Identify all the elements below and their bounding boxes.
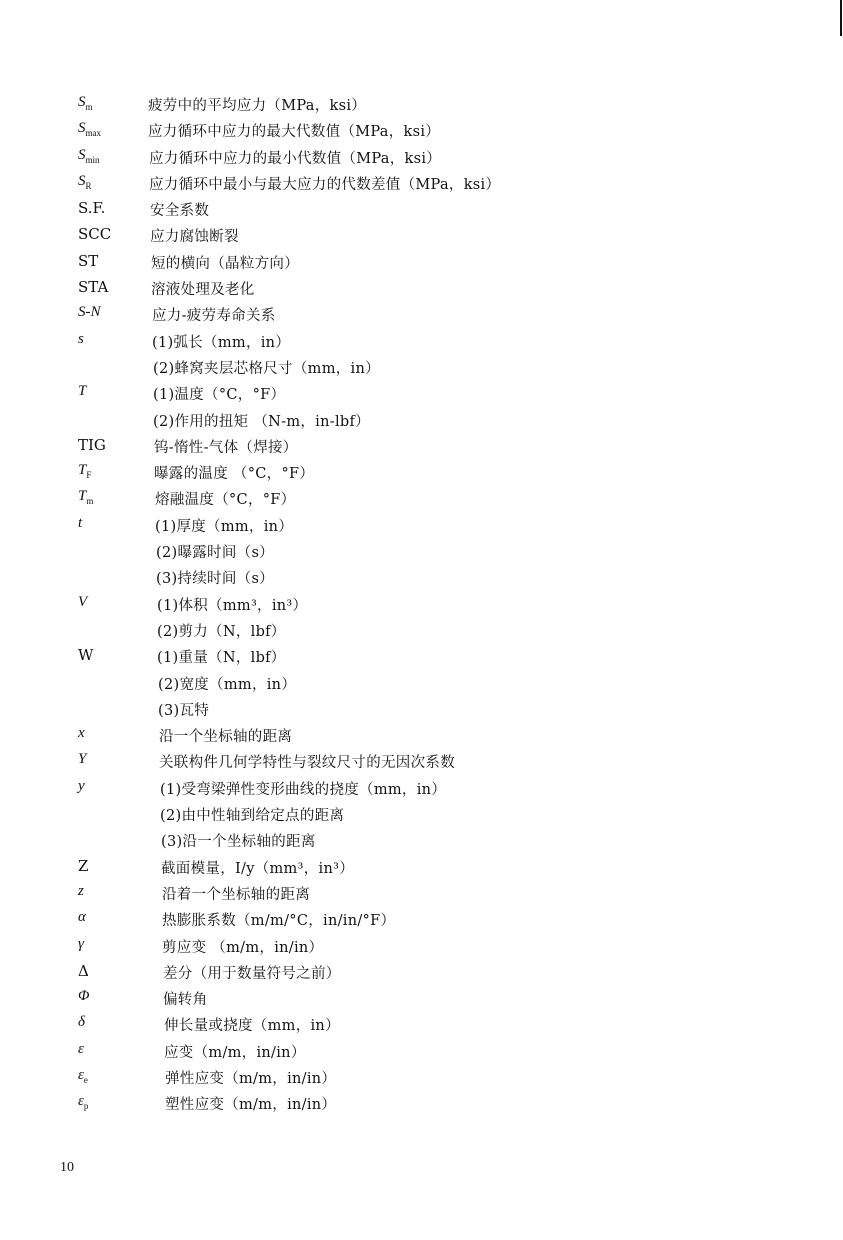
- symbol-definition: (2)由中性轴到给定点的距离: [160, 808, 345, 825]
- symbol-definition: 疲劳中的平均应力（MPa，ksi）: [148, 98, 367, 114]
- symbol-definition: (2)宽度（mm，in）: [158, 676, 297, 693]
- symbol-row: [0, 169, 843, 195]
- symbol-list: [0, 90, 843, 1116]
- symbol-definition: 伸长量或挠度（mm，in）: [164, 1018, 340, 1035]
- symbol-definition: 应力循环中应力的最大代数值（MPa，ksi）: [148, 124, 441, 141]
- symbol: [78, 173, 92, 191]
- symbol-row: [0, 406, 843, 432]
- symbol-row: [0, 984, 843, 1010]
- symbol-base: S: [78, 94, 86, 110]
- symbol-base: Z: [78, 856, 89, 875]
- symbol-base: Φ: [78, 988, 90, 1005]
- symbol-base: t: [78, 514, 83, 531]
- symbol-subscript: p: [83, 1101, 89, 1112]
- symbol-base: S.F.: [78, 199, 106, 218]
- symbol-base: V: [78, 593, 88, 610]
- symbol-base: x: [78, 725, 85, 742]
- symbol-row: [0, 353, 843, 379]
- symbol-row: [0, 800, 843, 826]
- symbol-definition: 偏转角: [163, 992, 208, 1009]
- symbol-base: ε: [78, 1093, 84, 1110]
- symbol-base: γ: [78, 935, 84, 952]
- symbol-definition: (1)温度（°C，°F）: [153, 387, 286, 404]
- symbol-definition: 溶液处理及老化: [151, 282, 255, 299]
- symbol: [78, 1041, 84, 1058]
- symbol-definition: 差分（用于数量符号之前）: [163, 965, 341, 982]
- symbol-definition: 应变（m/m，in/in）: [164, 1044, 306, 1061]
- symbol-row: [0, 590, 843, 616]
- symbol-base: s: [78, 330, 84, 347]
- symbol-definition: 弹性应变（m/m，in/in）: [165, 1070, 337, 1087]
- symbol: [78, 331, 84, 348]
- symbol: [78, 252, 98, 270]
- symbol-definition: 沿着一个坐标轴的距离: [162, 886, 310, 903]
- symbol-subscript: max: [85, 128, 101, 139]
- symbol-base: Δ: [78, 961, 89, 980]
- symbol-definition: (2)蜂窝夹层芯格尺寸（mm，in）: [153, 360, 380, 377]
- symbol-row: [0, 695, 843, 721]
- symbol: [78, 725, 85, 742]
- symbol-base: S: [78, 120, 86, 137]
- symbol-row: [0, 379, 843, 405]
- symbol-base: α: [78, 909, 86, 926]
- symbol: [78, 304, 101, 321]
- symbol-definition: (2)剪力（N，lbf）: [157, 623, 286, 640]
- symbol: [78, 778, 85, 795]
- symbol-base: Y: [78, 751, 87, 768]
- symbol-row: [0, 879, 843, 905]
- symbol-row: [0, 90, 843, 116]
- symbol-subscript: m: [85, 102, 93, 112]
- symbol-base: TIG: [78, 435, 106, 454]
- symbol-definition: (2)曝露时间（s）: [156, 545, 274, 562]
- symbol-row: [0, 932, 843, 958]
- symbol: [78, 199, 105, 217]
- symbol: [78, 278, 108, 296]
- symbol-definition: 沿一个坐标轴的距离: [159, 729, 293, 746]
- symbol-base: S: [78, 146, 86, 163]
- symbol-definition: (2)作用的扭矩 （N-m，in-lbf）: [153, 413, 370, 430]
- symbol: [78, 515, 82, 532]
- symbol-base: ε: [78, 1040, 84, 1057]
- symbol: [78, 988, 89, 1005]
- symbol-base: z: [78, 882, 84, 899]
- symbol-row: [0, 853, 843, 879]
- symbol: [78, 936, 84, 953]
- symbol-base: SCC: [78, 225, 112, 244]
- symbol: [78, 120, 101, 138]
- symbol-definition: 钨-惰性-气体（焊接）: [154, 439, 298, 456]
- symbol-row: [0, 248, 843, 274]
- symbol-base: ε: [78, 1066, 84, 1083]
- symbol-subscript: R: [85, 180, 92, 191]
- symbol-row: [0, 537, 843, 563]
- symbol: [78, 383, 86, 400]
- symbol-row: [0, 116, 843, 142]
- symbol-row: [0, 958, 843, 984]
- symbol-row: [0, 774, 843, 800]
- symbol-row: [0, 1010, 843, 1036]
- symbol-row: [0, 327, 843, 353]
- symbol-base: T: [78, 383, 87, 400]
- symbol-definition: 截面模量，I/y（mm³，in³）: [161, 860, 355, 877]
- symbol-base: T: [78, 488, 87, 505]
- symbol-definition: (1)体积（mm³，in³）: [157, 597, 308, 614]
- symbol-base: y: [78, 777, 85, 794]
- symbol-definition: 关联构件几何学特性与裂纹尺寸的无因次系数: [159, 755, 455, 772]
- symbol-base: S-N: [78, 304, 101, 321]
- symbol-definition: (3)持续时间（s）: [156, 571, 274, 588]
- symbol-row: [0, 826, 843, 852]
- symbol: [78, 883, 84, 900]
- symbol-definition: (1)受弯梁弹性变形曲线的挠度（mm，in）: [160, 781, 447, 798]
- symbol-definition: 应力-疲劳寿命关系: [152, 308, 276, 325]
- symbol: [78, 646, 93, 664]
- symbol-definition: (3)瓦特: [158, 702, 210, 719]
- symbol-row: [0, 669, 843, 695]
- symbol-row: [0, 221, 843, 247]
- symbol: [78, 147, 100, 165]
- symbol-definition: 剪应变 （m/m，in/in）: [162, 939, 324, 956]
- symbol: [78, 857, 88, 875]
- symbol-row: [0, 143, 843, 169]
- symbol-row: [0, 511, 843, 537]
- symbol-row: [0, 1063, 843, 1089]
- symbol-subscript: m: [86, 496, 94, 507]
- symbol-definition: 安全系数: [150, 203, 210, 220]
- symbol: [78, 962, 89, 980]
- symbol-base: δ: [78, 1014, 85, 1031]
- symbol-row: [0, 747, 843, 773]
- symbol-row: [0, 484, 843, 510]
- symbol-definition: 曝露的温度 （°C，°F）: [154, 466, 315, 483]
- symbol-definition: (3)沿一个坐标轴的距离: [161, 834, 316, 851]
- symbol-subscript: F: [86, 470, 92, 481]
- symbol: [78, 1014, 85, 1031]
- symbol-row: [0, 432, 843, 458]
- symbol-definition: 应力循环中最小与最大应力的代数差值（MPa，ksi）: [149, 176, 501, 193]
- symbol-base: ST: [78, 251, 99, 270]
- symbol-definition: (1)厚度（mm，in）: [155, 518, 294, 535]
- symbol-definition: (1)重量（N，lbf）: [157, 650, 286, 667]
- symbol-row: [0, 300, 843, 326]
- symbol-base: STA: [78, 278, 109, 297]
- symbol: [78, 462, 91, 480]
- symbol: [78, 594, 87, 611]
- symbol-row: [0, 458, 843, 484]
- symbol-row: [0, 721, 843, 747]
- symbol-row: [0, 1037, 843, 1063]
- symbol: [78, 751, 86, 768]
- symbol: [78, 94, 93, 112]
- symbol: [78, 436, 106, 454]
- symbol-subscript: min: [85, 154, 100, 165]
- symbol-definition: 塑性应变（m/m，in/in）: [165, 1097, 337, 1114]
- symbol-base: S: [78, 172, 86, 189]
- symbol-row: [0, 616, 843, 642]
- symbol-row: [0, 195, 843, 221]
- symbol-definition: 熔融温度（°C，°F）: [155, 492, 296, 509]
- symbol-definition: 应力循环中应力的最小代数值（MPa，ksi）: [149, 150, 442, 167]
- symbol-subscript: e: [83, 1074, 88, 1085]
- symbol-definition: 应力腐蚀断裂: [150, 229, 239, 246]
- page-edge-mark: [840, 0, 842, 36]
- page-number: 10: [60, 1160, 74, 1175]
- symbol-row: [0, 274, 843, 300]
- symbol: [78, 909, 86, 926]
- symbol-base: W: [78, 646, 94, 665]
- symbol-definition: 热膨胀系数（m/m/°C，in/in/°F）: [162, 913, 396, 930]
- symbol-definition: (1)弧长（mm，in）: [152, 334, 291, 351]
- symbol-row: [0, 563, 843, 589]
- symbol: [78, 488, 93, 506]
- symbol: [78, 225, 111, 243]
- symbol-base: T: [78, 462, 87, 479]
- symbol-row: [0, 1089, 843, 1115]
- symbol: [78, 1093, 88, 1111]
- symbol-definition: 短的横向（晶粒方向）: [151, 255, 299, 272]
- symbol-row: [0, 905, 843, 931]
- symbol-row: [0, 642, 843, 668]
- symbol: [78, 1067, 88, 1085]
